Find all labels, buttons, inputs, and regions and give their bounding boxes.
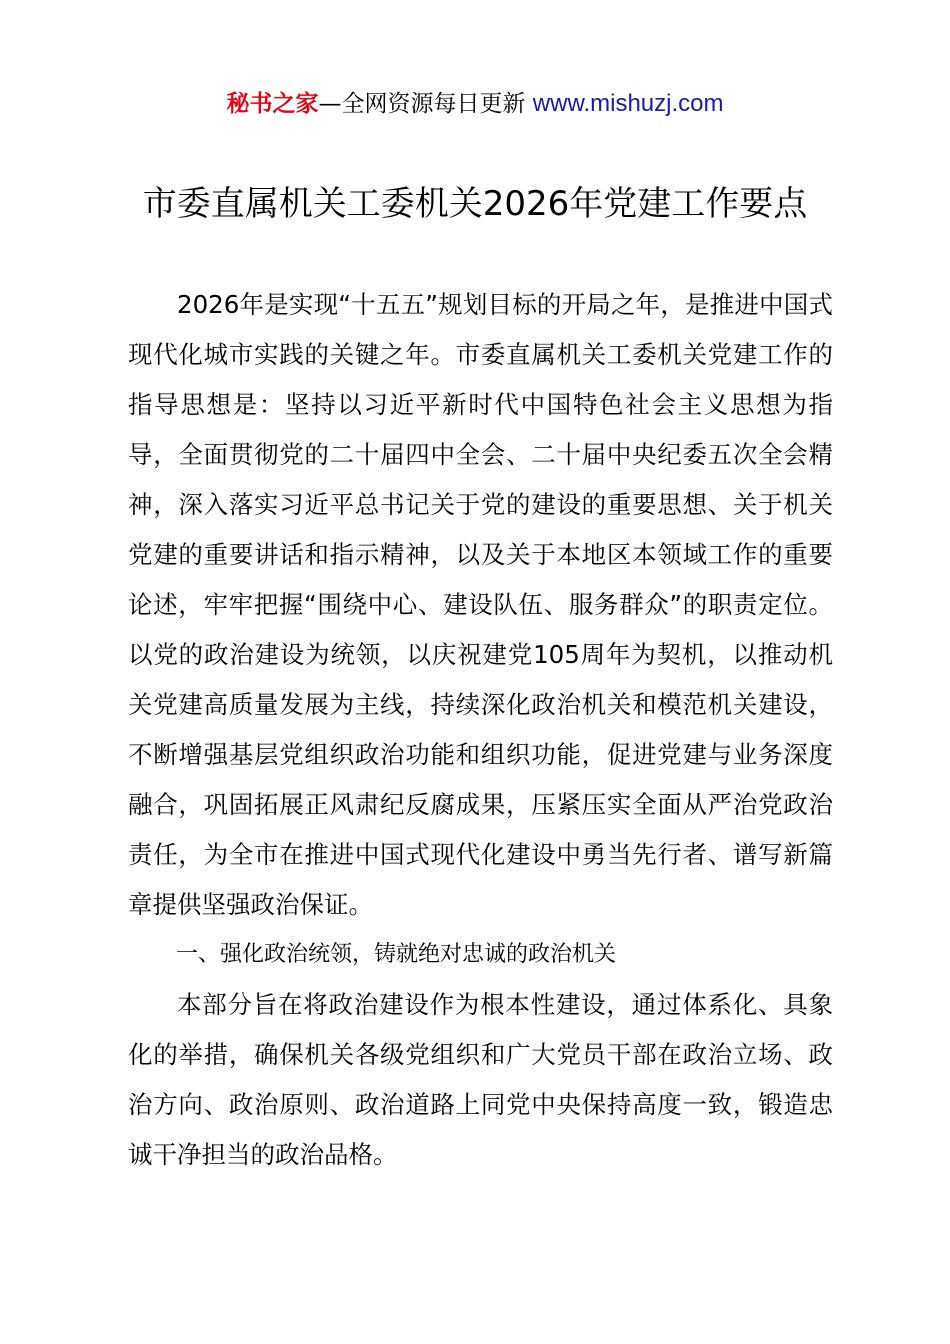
section-1-paragraph: 本部分旨在将政治建设作为根本性建设，通过体系化、具象化的举措，确保机关各级党组织和广大党员干部在政治立场、政治方向、政治原则、政治道路上同党中央保持高度一致，锻造忠诚干净担当的政治品格。 (128, 990, 833, 1169)
section-heading-1: 一、强化政治统领，铸就绝对忠诚的政治机关 (176, 942, 617, 967)
site-tagline: —全网资源每日更新 (318, 91, 533, 117)
site-name: 秘书之家 (226, 91, 319, 117)
intro-paragraph: 2026年是实现“十五五”规划目标的开局之年，是推进中国式现代化城市实践的关键之年。市委直属机关工委机关党建工作的指导思想是：坚持以习近平新时代中国特色社会主义思想为指导，全面贯彻党的二十届四中全会、二十届中央纪委五次全会精神，深入落实习近平总书记关于党的建设的重要思想、关于机关党建的重要讲话和指示精神，以及关于本地区本领域工作的重要论述，牢牢把握“围绕中心、建设队伍、服务群众”的职责定位。以党的政治建设为统领，以庆祝建党105周年为契机，以推动机关党建高质量发展为主线，持续深化政治机关和模范机关建设，不断增强基层党组织政治功能和组织功能，促进党建与业务深度融合，巩固拓展正风肃纪反腐成果，压紧压实全面从严治党政治责任，为全市在推进中国式现代化建设中勇当先行者、谱写新篇章提供坚强政治保证。 (128, 290, 833, 919)
site-url-link[interactable]: www.mishuzj.com (532, 90, 724, 117)
document-body (128, 280, 833, 1180)
document-title: 市委直属机关工委机关2026年党建工作要点 (142, 184, 808, 224)
site-header (0, 88, 950, 120)
